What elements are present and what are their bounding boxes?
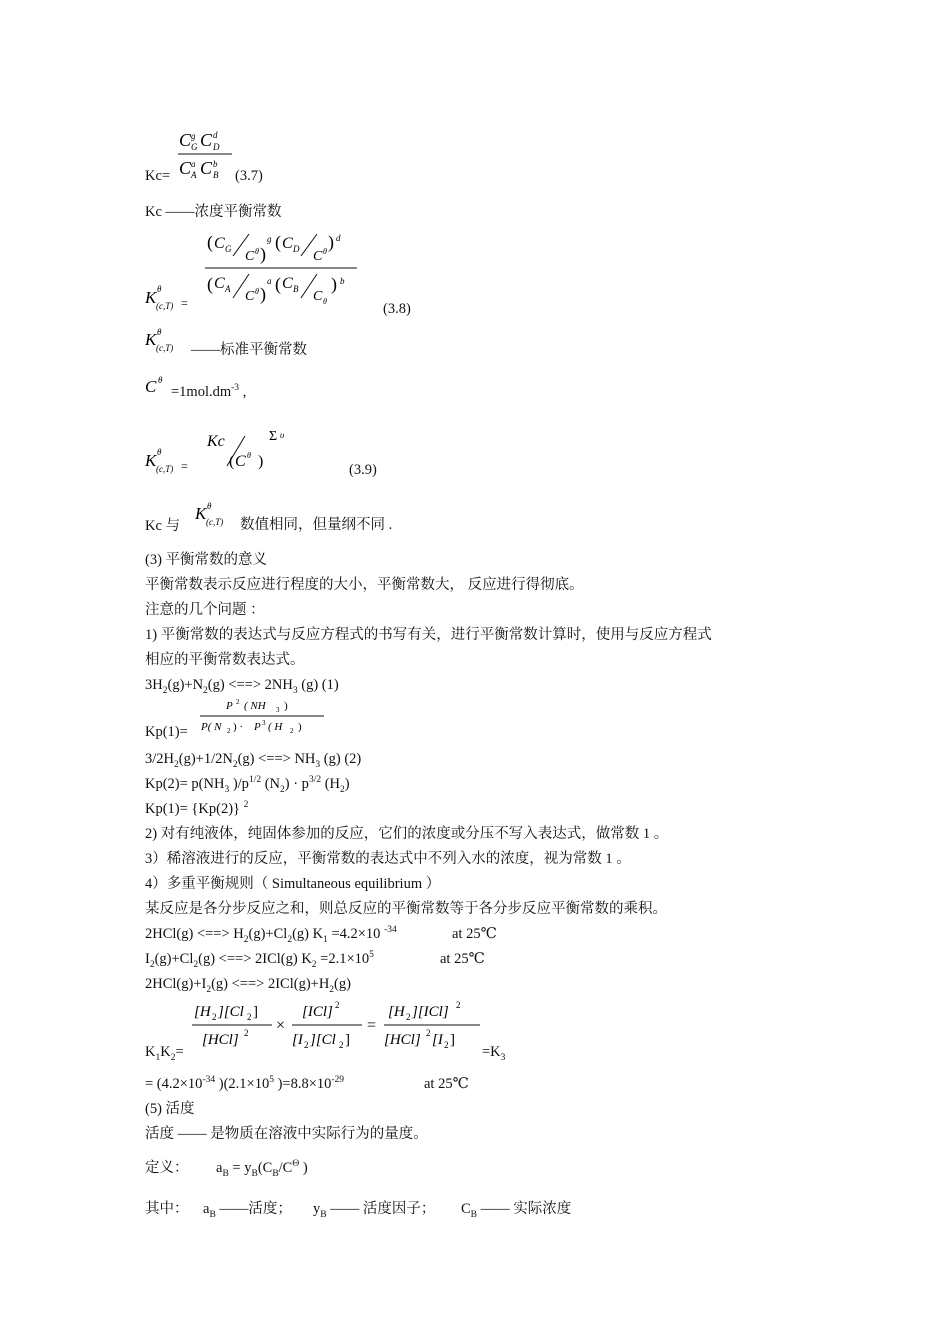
svg-text:]: ] <box>253 1004 258 1020</box>
svg-text:C: C <box>200 158 213 178</box>
activity-term: $a_B$ ——活度； <box>203 1201 292 1220</box>
svg-text:2: 2 <box>304 1040 309 1050</box>
svg-text:K: K <box>145 451 157 470</box>
svg-text:): ) <box>258 453 264 470</box>
svg-text:[ICl]: [ICl] <box>302 1004 333 1020</box>
svg-text:Σ: Σ <box>269 429 278 444</box>
note-3: 3）稀溶液进行的反应，平衡常数的表达式中不列入水的浓度，视为常数 1 。 <box>145 851 631 867</box>
svg-text:2: 2 <box>335 1000 340 1010</box>
svg-text:C: C <box>179 130 192 150</box>
svg-text:B: B <box>213 170 219 180</box>
svg-text:): ) <box>284 700 288 712</box>
actual-concentration-term: $C_B$ —— 实际浓度 <box>461 1201 572 1220</box>
svg-text:A: A <box>191 170 197 180</box>
svg-text:C: C <box>200 130 213 150</box>
svg-text:P( N: P( N <box>201 721 222 733</box>
svg-text:]: ] <box>345 1032 350 1048</box>
svg-text:G: G <box>191 142 198 152</box>
kp1-label: Kp(1)= <box>145 724 188 740</box>
svg-text:[I: [I <box>432 1032 443 1048</box>
svg-text:G: G <box>225 244 232 254</box>
svg-text:C: C <box>179 158 192 178</box>
svg-text:C: C <box>245 289 255 304</box>
temp-note-3: at 25℃ <box>424 1076 469 1092</box>
svg-text:): ) <box>328 232 334 252</box>
svg-text:P: P <box>254 721 261 733</box>
svg-text:=: = <box>367 1017 377 1034</box>
svg-text:=: = <box>181 296 188 310</box>
reaction-2: $3/2H_2(g)+1/2N_2(g)$ <==> $NH_3$ (g) (2) <box>145 751 362 770</box>
k-standard-definition: ——标准平衡常数 <box>191 342 307 358</box>
svg-text:(c,T): (c,T) <box>156 464 174 474</box>
svg-text:3: 3 <box>276 706 280 714</box>
k1k2-product-formula <box>190 996 490 1054</box>
definition-label: 定义： <box>145 1160 189 1176</box>
reaction-1: $3H_2(g)+N_2(g)$ <==> $2NH_3$ (g) (1) <box>145 677 339 696</box>
reaction-i2: $I_2(g)+Cl_2(g)$ <==> 2ICl(g) $K_2 =2.1\times 10^5$ <box>145 950 374 970</box>
svg-text:g: g <box>191 131 196 141</box>
svg-text:2: 2 <box>236 698 240 706</box>
svg-text:2: 2 <box>290 727 294 735</box>
svg-text:C: C <box>214 235 225 252</box>
svg-text:(c,T): (c,T) <box>156 301 174 311</box>
multiple-equilibrium-rule: 某反应是各分步反应之和，则总反应的平衡常数等于各分步反应平衡常数的乘积。 <box>145 901 667 917</box>
kc-definition: Kc ——浓度平衡常数 <box>145 204 282 220</box>
k3-calculation: = ($4.2\times 10^{-34}$ )($2.1\times 10^5$ )$=8.8\times 10^{-29}$ <box>145 1075 345 1092</box>
note-1-line-1: 1) 平衡常数的表达式与反应方程式的书写有关，进行平衡常数计算时，使用与反应方程式 <box>145 627 712 643</box>
svg-text:θ: θ <box>323 247 327 256</box>
notes-title: 注意的几个问题 ： <box>145 602 265 618</box>
svg-text:K: K <box>145 288 157 307</box>
svg-text:): ) <box>298 721 302 733</box>
section-3-title: (3) 平衡常数的意义 <box>145 552 268 568</box>
svg-text:θ: θ <box>255 247 259 256</box>
svg-text:θ: θ <box>207 501 212 511</box>
svg-text:2: 2 <box>339 1040 344 1050</box>
svg-text:C: C <box>282 275 293 292</box>
c-standard-symbol <box>145 374 171 398</box>
svg-text:][Cl: ][Cl <box>310 1032 336 1048</box>
svg-text:][Cl: ][Cl <box>218 1004 244 1020</box>
svg-text:2: 2 <box>247 1012 252 1022</box>
svg-text:): ) <box>260 244 266 264</box>
kp1-fraction-formula <box>198 697 328 737</box>
svg-text:A: A <box>225 284 231 294</box>
note-4: 4）多重平衡规则（ Simultaneous equilibrium ） <box>145 876 441 892</box>
svg-text:d: d <box>336 233 341 243</box>
k1k2-label: $K_1K_2=$ <box>145 1044 184 1063</box>
kc-label: Kc= <box>145 168 171 184</box>
note-2: 2) 对有纯液体，纯固体参加的反应，它们的浓度或分压不写入表达式，做常数 1 。 <box>145 826 669 842</box>
note-1-line-2: 相应的平衡常数表达式。 <box>145 652 305 668</box>
svg-text:θ: θ <box>255 287 259 296</box>
svg-text:][ICl]: ][ICl] <box>412 1004 449 1020</box>
svg-text:C: C <box>313 249 323 264</box>
svg-text:2: 2 <box>406 1012 411 1022</box>
svg-text:d: d <box>213 130 218 140</box>
section-3-paragraph: 平衡常数表示反应进行程度的大小，平衡常数大， 反应进行得彻底。 <box>145 577 584 593</box>
svg-text:(: ( <box>275 232 281 252</box>
svg-text:θ: θ <box>157 284 162 294</box>
svg-text:2: 2 <box>212 1012 217 1022</box>
where-label: 其中： <box>145 1201 189 1217</box>
section-5-title: (5) 活度 <box>145 1101 195 1117</box>
kc-fraction-formula <box>176 126 236 184</box>
svg-text:(c,T): (c,T) <box>206 517 224 527</box>
svg-text:(: ( <box>207 232 213 252</box>
svg-text:C: C <box>145 377 157 396</box>
reaction-total: $2HCl(g)+I_2(g)$ <==> $2ICl(g)+H_2(g)$ <box>145 976 351 995</box>
svg-text:θ: θ <box>157 327 162 337</box>
svg-text:b: b <box>213 159 218 169</box>
svg-text:(: ( <box>229 453 235 470</box>
svg-text:B: B <box>293 284 299 294</box>
svg-text:): ) <box>331 274 337 294</box>
svg-text:( NH: ( NH <box>244 700 266 712</box>
svg-text:) ·: ) · <box>233 721 244 733</box>
k-standard-inline-symbol <box>195 500 241 530</box>
svg-text:b: b <box>340 276 345 286</box>
svg-text:θ: θ <box>158 375 163 385</box>
svg-text:Kc: Kc <box>207 433 225 450</box>
eq-number-3-7: (3.7) <box>235 168 263 184</box>
svg-text:υ: υ <box>280 430 285 440</box>
svg-text:g: g <box>267 234 272 244</box>
svg-text:]: ] <box>450 1032 455 1048</box>
svg-text:2: 2 <box>426 1028 431 1038</box>
svg-text:[H: [H <box>194 1004 211 1020</box>
temp-note-1: at 25℃ <box>452 926 497 942</box>
equals-k3: $=K_3$ <box>482 1044 506 1063</box>
svg-text:): ) <box>260 284 266 304</box>
temp-note-2: at 25℃ <box>440 951 485 967</box>
k-standard-kc-formula <box>145 422 305 476</box>
kp2-expression: $Kp(2)= p(NH_3$ )$/p^{1/2}$ $(N_2) \cdot p^{3/2}$ $(H_2)$ <box>145 775 350 795</box>
svg-text:C: C <box>245 249 255 264</box>
svg-text:K: K <box>145 330 157 349</box>
svg-text:2: 2 <box>444 1040 449 1050</box>
svg-text:=: = <box>181 459 188 473</box>
svg-text:θ: θ <box>323 297 327 306</box>
svg-text:C: C <box>282 235 293 252</box>
svg-text:(: ( <box>207 274 213 294</box>
c-standard-value: $=1mol.dm^{-3}$ , <box>171 383 247 400</box>
svg-text:[I: [I <box>292 1032 303 1048</box>
svg-text:P: P <box>226 700 233 712</box>
svg-text:a: a <box>191 159 196 169</box>
svg-text:θ: θ <box>247 451 251 460</box>
svg-text:2: 2 <box>227 727 231 735</box>
kc-and: Kc 与 <box>145 518 181 534</box>
reaction-hcl: 2HCl(g) <==> $H_2(g)+Cl_2(g)$ $K_1 =4.2\times 10$ $^{-34}$ <box>145 925 397 945</box>
eq-number-3-8: (3.8) <box>383 301 411 317</box>
svg-text:(c,T): (c,T) <box>156 343 174 353</box>
k-standard-formula <box>145 228 365 316</box>
svg-text:(: ( <box>275 274 281 294</box>
activity-definition: 活度 —— 是物质在溶液中实际行为的量度。 <box>145 1126 428 1142</box>
svg-text:( H: ( H <box>268 721 283 733</box>
same-value-text: 数值相同，但量纲不同 . <box>240 517 393 533</box>
svg-text:3: 3 <box>262 719 266 727</box>
svg-text:D: D <box>293 244 300 254</box>
svg-text:C: C <box>235 453 246 470</box>
svg-text:[HCl]: [HCl] <box>384 1032 421 1048</box>
svg-text:C: C <box>214 275 225 292</box>
svg-text:2: 2 <box>456 1000 461 1010</box>
svg-text:a: a <box>267 276 272 286</box>
svg-text:θ: θ <box>157 447 162 457</box>
k-standard-symbol <box>145 326 191 356</box>
eq-number-3-9: (3.9) <box>349 462 377 478</box>
svg-text:C: C <box>313 289 323 304</box>
svg-text:D: D <box>213 142 220 152</box>
svg-text:[HCl]: [HCl] <box>202 1032 239 1048</box>
svg-text:×: × <box>276 1017 286 1034</box>
svg-text:[H: [H <box>388 1004 405 1020</box>
svg-text:K: K <box>195 504 207 523</box>
kp1-kp2-relation: Kp(1)= {Kp(2)} $^2$ <box>145 800 249 817</box>
activity-formula: $a_B = y_B(C_B/C^\Theta$ ) <box>216 1159 308 1179</box>
svg-text:2: 2 <box>244 1028 249 1038</box>
activity-factor-term: $y_B$ —— 活度因子； <box>313 1201 436 1220</box>
